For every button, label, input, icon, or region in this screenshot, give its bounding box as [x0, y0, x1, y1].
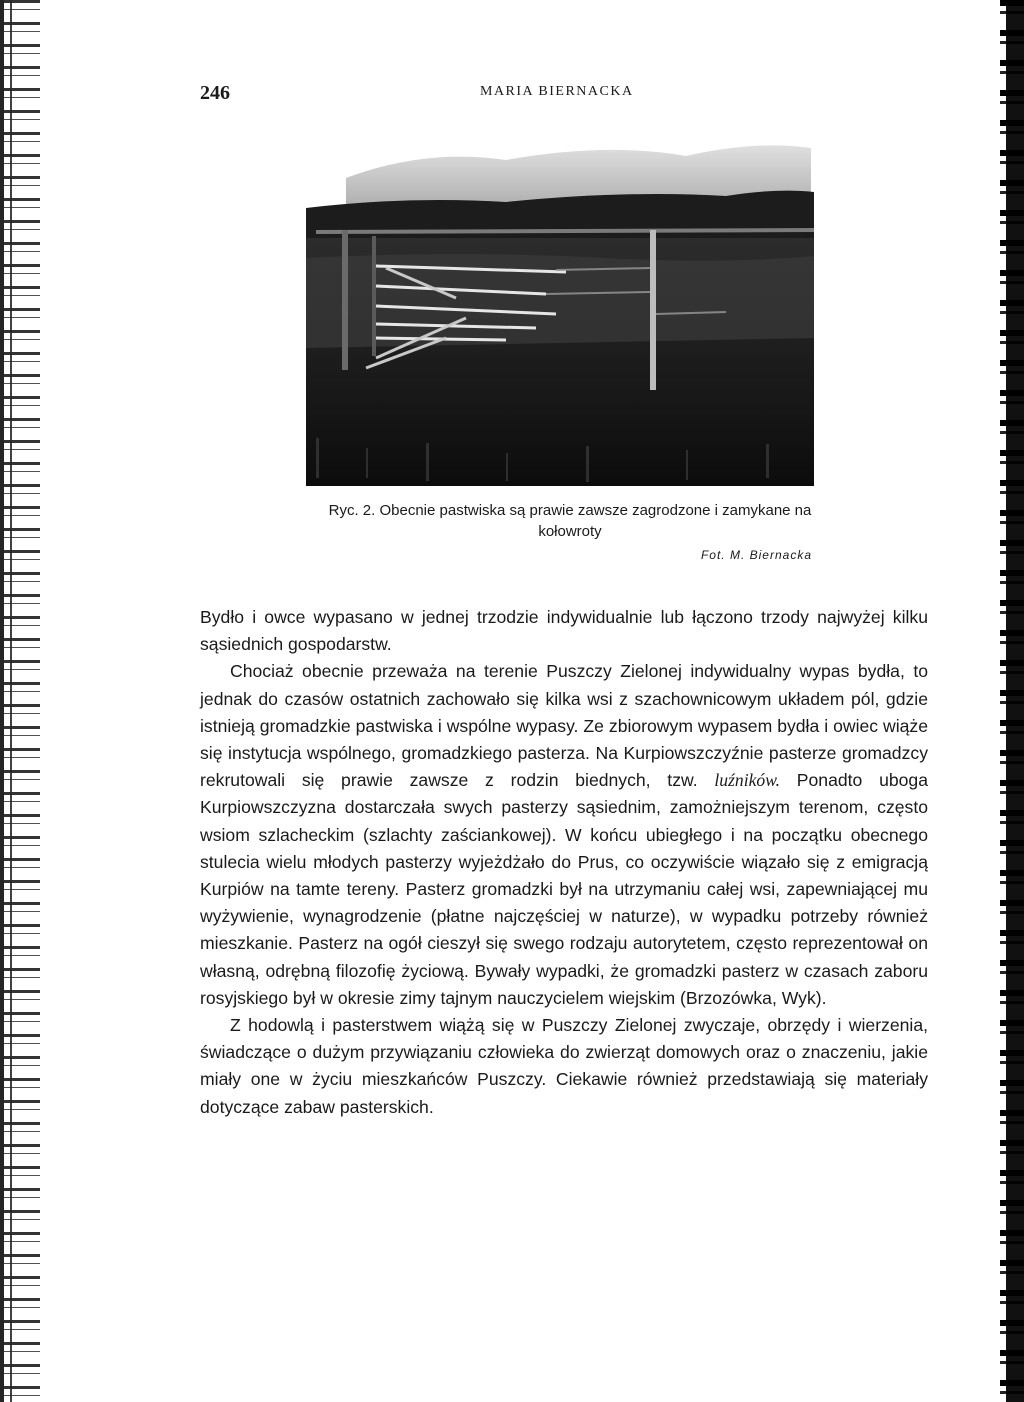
figure-photo — [306, 138, 816, 486]
page-number: 246 — [200, 82, 230, 104]
paragraph-2-part-b: Ponadto uboga Kurpiowszczyzna dostarczała swych pasterzy sąsiednim, zamożniejszym terenom, często wsiom szlacheckim (szlachty zaściankowej). W końcu ubiegłego i na początku obecnego stulecia wielu młodych pasterzy wyjeżdżało do Prus, co oczywiście wiązało się z emigracją Kurpiów na tamte tereny. Pasterz gromadzki był na utrzymaniu całej wsi, zapewniającej mu wyżywienie, wynagrodzenie (płatne najczęściej w naturze), w wypadku potrzeby również mieszkanie. Pasterz na ogół cieszył się swego rodzaju autorytetem, często reprezentował on własną, odrębną filozofię życiową. Bywały wypadki, że gromadzki pasterz w czasach zaboru rosyjskiego był w okresie zimy tajnym nauczycielem wiejskim (Brzozówka, Wyk). — [200, 770, 928, 1008]
photo-credit: Fot. M. Biernacka — [700, 548, 812, 562]
paragraph-2 — [200, 658, 928, 1012]
paragraph-2-part-a: Chociaż obecnie przeważa na terenie Puszczy Zielonej indywidualny wypas bydła, to jednak do czasów ostatnich zachowało się kilka wsi z szachownicowym układem pól, gdzie istnieją gromadzkie pastwiska i wspólne wypasy. Ze zbiorowym wypasem bydła i owiec wiąże się instytucja wspólnego, gromadzkiego pasterza. Na Kurpiowszczyźnie pasterze gromadzcy rekrutowali się prawie zawsze z rodzin biednych, tzw. — [200, 661, 928, 791]
paragraph-2-term: luźników. — [714, 770, 781, 791]
body-text — [200, 604, 928, 1121]
paragraph-1: Bydło i owce wypasano w jednej trzodzie indywidualnie lub łączono trzody najwyżej kilku sąsiednich gospodarstw. — [200, 607, 928, 655]
pasture-gate-photo — [306, 138, 816, 486]
scan-edge-right — [1000, 0, 1024, 1402]
page-header — [200, 82, 860, 106]
running-head: MARIA BIERNACKA — [480, 84, 634, 99]
figure-caption: Ryc. 2. Obecnie pastwiska są prawie zawsze zagrodzone i zamykane na kołowroty — [328, 502, 812, 540]
paragraph-3: Z hodowlą i pasterstwem wiążą się w Puszczy Zielonej zwyczaje, obrzędy i wierzenia, świadczące o dużym przywiązaniu człowieka do zwierząt domowych oraz o znaczeniu, jakie miały one w życiu mieszkańców Puszczy. Ciekawie również przedstawiają się materiały dotyczące zabaw pasterskich. — [200, 1015, 928, 1117]
scan-edge-left — [0, 0, 40, 1402]
